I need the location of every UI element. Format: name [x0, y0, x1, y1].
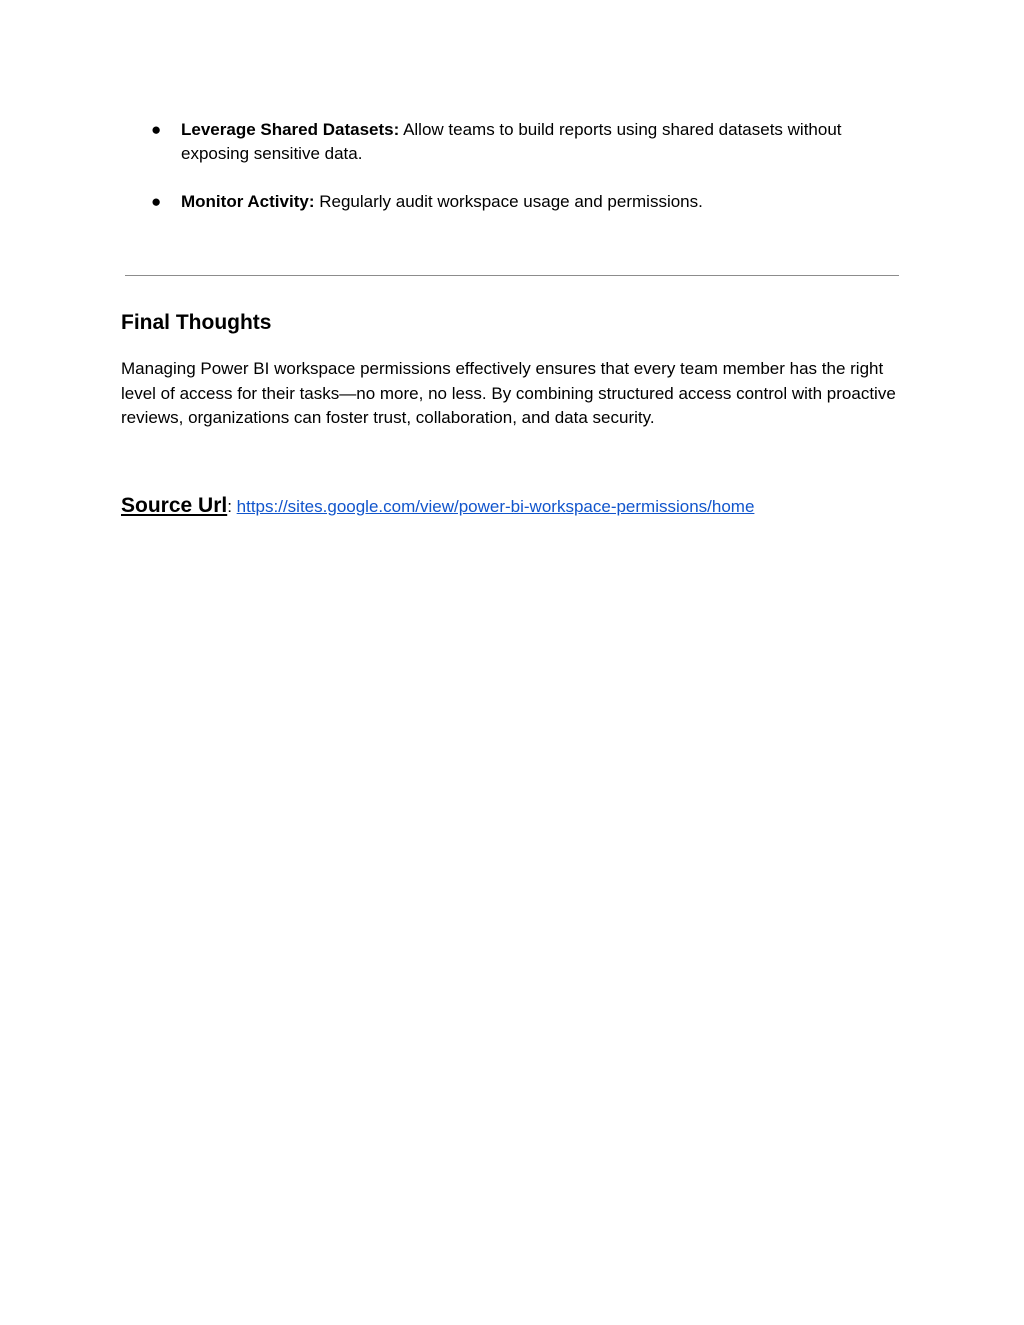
bullet-icon: ●	[151, 120, 162, 139]
bullet-term: Leverage Shared Datasets:	[181, 120, 400, 139]
list-item	[121, 118, 911, 166]
source-url-link[interactable]: https://sites.google.com/view/power-bi-workspace-permissions/home	[236, 497, 755, 516]
bullet-icon: ●	[151, 192, 162, 211]
bullet-list	[121, 118, 911, 238]
section-heading-final-thoughts: Final Thoughts	[121, 311, 272, 334]
final-thoughts-paragraph: Managing Power BI workspace permissions effectively ensures that every team member has the right level of access for their tasks—no more, no less. By combining structured access control with proactive reviews, organizations can foster trust, collaboration, and data security.	[121, 359, 896, 427]
horizontal-divider	[125, 275, 899, 276]
bullet-text: Regularly audit workspace usage and permissions.	[314, 192, 703, 211]
bullet-term: Monitor Activity:	[181, 192, 315, 211]
bullet-text: Allow teams to build reports using shared datasets without exposing sensitive data.	[181, 120, 842, 163]
source-line	[121, 494, 754, 518]
source-label: Source Url	[121, 494, 228, 517]
list-item	[121, 190, 911, 214]
source-separator: :	[227, 497, 237, 516]
